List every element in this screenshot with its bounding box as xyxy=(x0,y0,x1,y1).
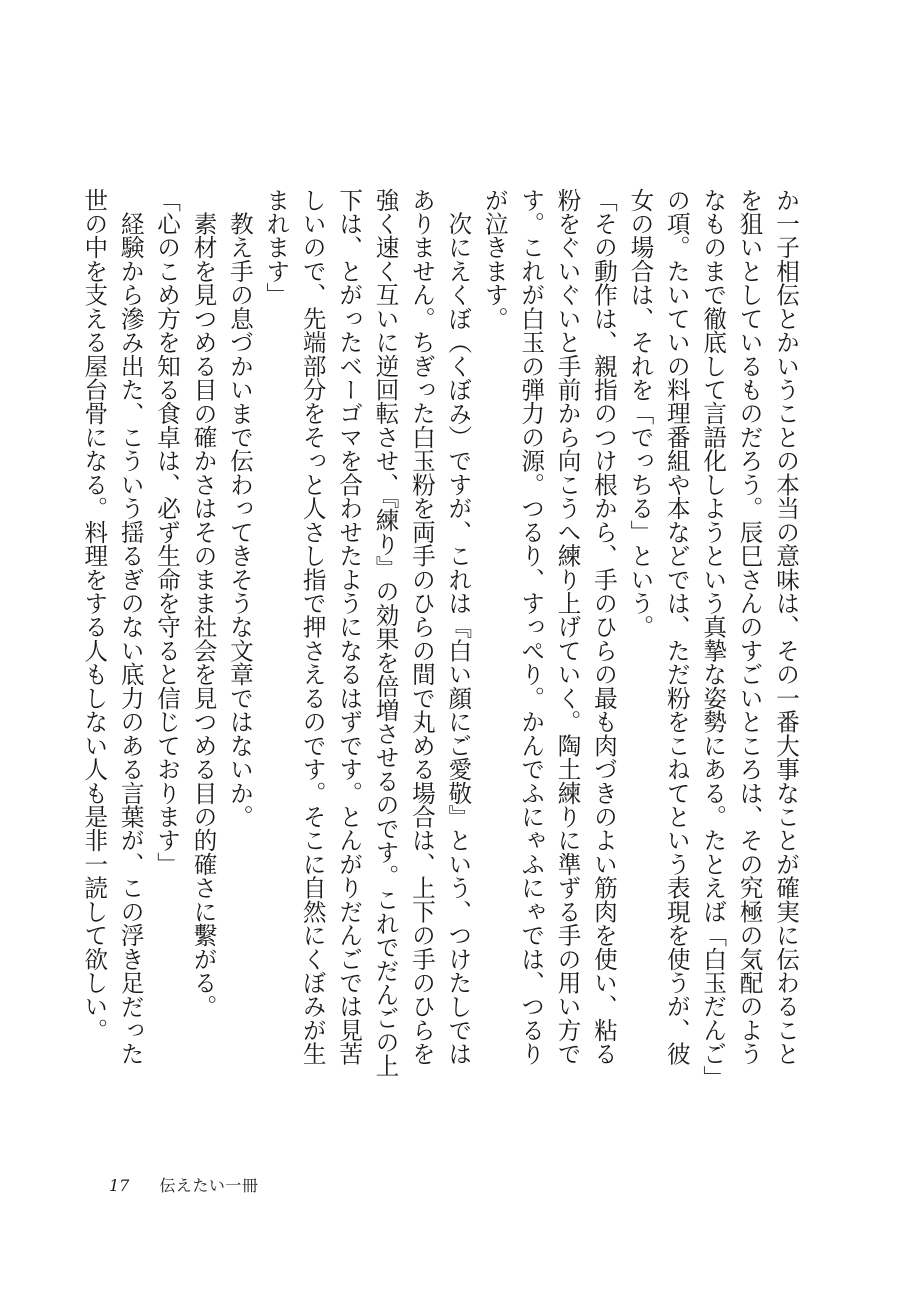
page-footer xyxy=(109,1173,258,1196)
paragraph-7: 経験から滲み出た、こういう揺るぎのない底力のある言葉が、この浮き足だった世の中を支える屋台骨になる。料理をする人もしない人も是非一読して欲しい。 xyxy=(80,188,145,1066)
vertical-text-body xyxy=(80,188,804,1088)
page-number: 17 xyxy=(109,1176,130,1195)
paragraph-4: 教え手の息づかいまで伝わってきそうな文章ではないか。 xyxy=(225,211,254,829)
paragraph-5: 素材を見つめる目の確かさはそのまま社会を見つめる目の的確さに繫がる。 xyxy=(189,211,218,1019)
paragraph-6: 「心のこめ方を知る食卓は、必ず生命を守ると信じております」 xyxy=(153,188,182,876)
paragraph-3: 次にえくぼ（くぼみ）ですが、これは『白い顔にご愛敬』という、つけたしではありません。ちぎった白玉粉を両手のひらの間で丸める場合は、上下の手のひらを強く速く互いに逆回転させ、『練り』の効果を倍増させるのです。これでだんごの上下は、とがったベーゴマを合わせたようになるはずです。とんがりだんごでは見苦しいので、先端部分をそっと人さし指で押さえるのです。そこに自然にくぼみが生まれます」 xyxy=(262,188,473,1078)
running-title: 伝えたい一冊 xyxy=(159,1176,259,1195)
paragraph-1: か一子相伝とかいうことの本当の意味は、その一番大事なことが確実に伝わることを狙いとしているものだろう。辰巳さんのすごいところは、その究極の気配のようなものまで徹底して言語化しようという真摯な姿勢にある。たとえば「白玉だんご」の項。たいていの料理番組や本などでは、ただ粉をこねてという表現を使うが、彼女の場合は、それを「でっちる」という。 xyxy=(626,188,800,1078)
paragraph-2: 「その動作は、親指のつけ根から、手のひらの最も肉づきのよい筋肉を使い、粘る粉をぐいぐいと手前から向こうへ練り上げていく。陶土練りに準ずる手の用い方です。これが白玉の弾力の源。つるり、すっぺり。かんでふにゃふにゃでは、つるりが泣きます。 xyxy=(480,188,618,1066)
